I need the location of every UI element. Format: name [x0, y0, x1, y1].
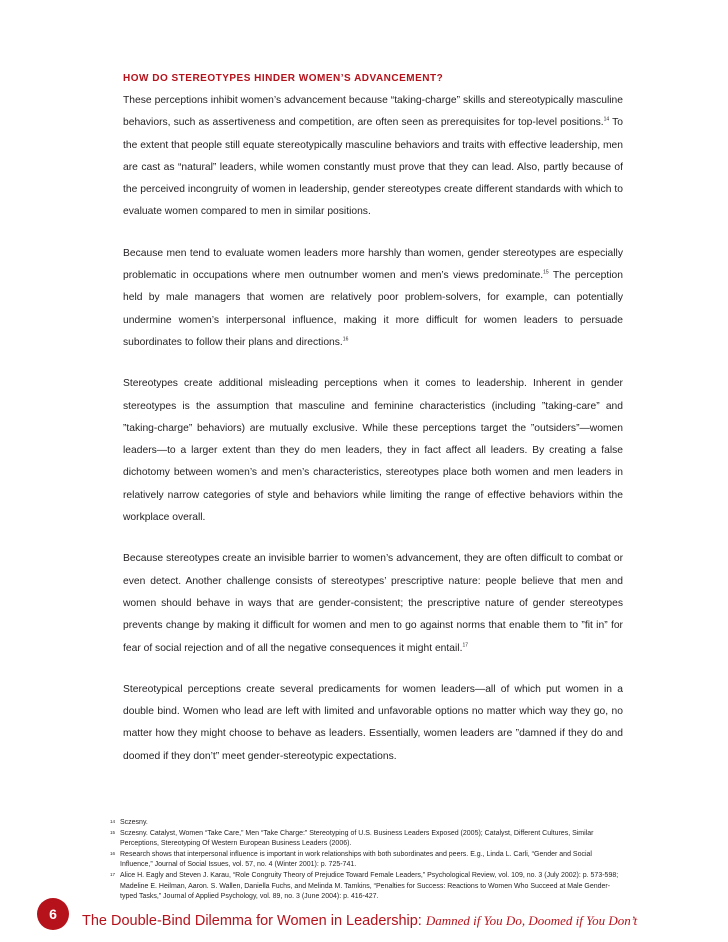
footnote [110, 850, 624, 871]
footnote-text: Alice H. Eagly and Steven J. Karau, “Role Congruity Theory of Prejudice Toward Female Leaders,” Psychological Review, vol. 109, no. 3 (July 2002): p. 573-598; Madeline E. Heilman, Aaron. S. Wallen, Daniella Fuchs, and Melinda M. Tamkins, “Penalties for Success: Reactions to Women Who Succeed at Male Gender-typed Tasks,” Journal of Applied Psychology, vol. 89, no. 3 (June 2004): p. 416-427. [120, 871, 619, 901]
footnote-text: Research shows that interpersonal influence is important in work relationships with both subordinates and peers. E.g., Linda L. Carli, “Gender and Social Influence,” Journal of Social Issues, vol. 57, no. 4 (Winter 2001): p. 725-741. [120, 850, 592, 869]
footer-title-main: The Double-Bind Dilemma for Women in Leadership: [82, 913, 422, 929]
footnote-number: 15 [110, 829, 116, 835]
paragraph-4 [123, 548, 623, 659]
paragraph-5: Stereotypical perceptions create several predicaments for women leaders—all of which put women in a double bind. Women who lead are left with limited and unfavorable options no matter which way they go, no matter how they might choose to behave as leaders. Essentially, women leaders are ”damned if they do and doomed if they don’t” meet gender-stereotypic expectations. [123, 683, 623, 762]
paragraph-1 [123, 90, 623, 224]
footer-title [82, 913, 637, 929]
page-number-badge [37, 898, 69, 930]
footnote [110, 829, 624, 850]
paragraph-1-text-a: These perceptions inhibit women’s advancement because “taking-charge” skills and stereotypically masculine behaviors, such as assertiveness and competition, are often seen as prerequisites for top-level positions. [123, 95, 623, 129]
footnote [110, 818, 624, 829]
paragraph-2-text-a: Because men tend to evaluate women leaders more harshly than women, gender stereotypes are especially problematic in occupations where men outnumber women and men’s views predominate. [123, 247, 623, 282]
footnote-text: Sczesny. Catalyst, Women “Take Care,” Men “Take Charge:” Stereotyping of U.S. Business Leaders Exposed (2005); Catalyst, Different Cultures, Similar Perceptions, Stereotyping Of Western European Business Leaders (2006). [120, 829, 594, 848]
footnote-text: Sczesny. [120, 819, 148, 826]
footnote-ref-15: 15 [543, 269, 549, 276]
paragraph-2-text-b: The perception held by male managers that women are relatively poor problem-solvers, for example, can potentially undermine women’s interpersonal influence, making it more difficult for women leaders to persuade subordinates to follow their plans and directions. [123, 270, 623, 348]
footnote-ref-17: 17 [462, 642, 468, 649]
footnote-number: 17 [110, 871, 116, 877]
footnote-ref-14: 14 [603, 116, 610, 123]
paragraph-3: Stereotypes create additional misleading perceptions when it comes to leadership. Inherent in gender stereotypes is the assumption that masculine and feminine characteristics (including ”taking-care” and ”taking-charge” behaviors) are mutually exclusive. While these perceptions target the ”outsiders”—women leaders—to a larger extent than they do men leaders, they in fact affect all leaders. By creating a false dichotomy between women’s and men’s characteristics, stereotypes place both women and men leaders in relatively narrow categories of style and behaviors while limiting the range of effective behaviors within the workplace overall. [123, 378, 623, 524]
footnote-number: 16 [110, 850, 116, 856]
footnotes [110, 818, 624, 903]
footnote [110, 871, 624, 903]
section-heading: HOW DO STEREOTYPES HINDER WOMEN’S ADVANCEMENT? [123, 73, 444, 84]
page-number: 6 [49, 906, 57, 922]
paragraph-4-text-a: Because stereotypes create an invisible barrier to women’s advancement, they are often difficult to combat or even detect. Another challenge consists of stereotypes’ prescriptive nature: people believe that men and women should behave in ways that are gender-consistent; the prescriptive nature of gender stereotypes prevents change by making it difficult for women and men to go against norms that enable them to ”fit in” for fear of social rejection and of all the negative consequences it might entail. [123, 553, 623, 654]
footnote-ref-16: 16 [342, 336, 349, 343]
paragraph-2 [123, 243, 623, 354]
main-content [123, 72, 623, 787]
footnote-number: 14 [110, 819, 116, 824]
paragraph-1-text-b: To the extent that people still equate stereotypically masculine behaviors and traits with effective leadership, men are cast as “natural” leaders, while women constantly must prove that they can lead. Also, partly because of the perceived incongruity of women in leadership, gender stereotypes create different standards with which to evaluate women compared to men in similar positions. [123, 117, 623, 218]
footer-subtitle: Damned if You Do, Doomed if You Don’t [425, 913, 638, 928]
